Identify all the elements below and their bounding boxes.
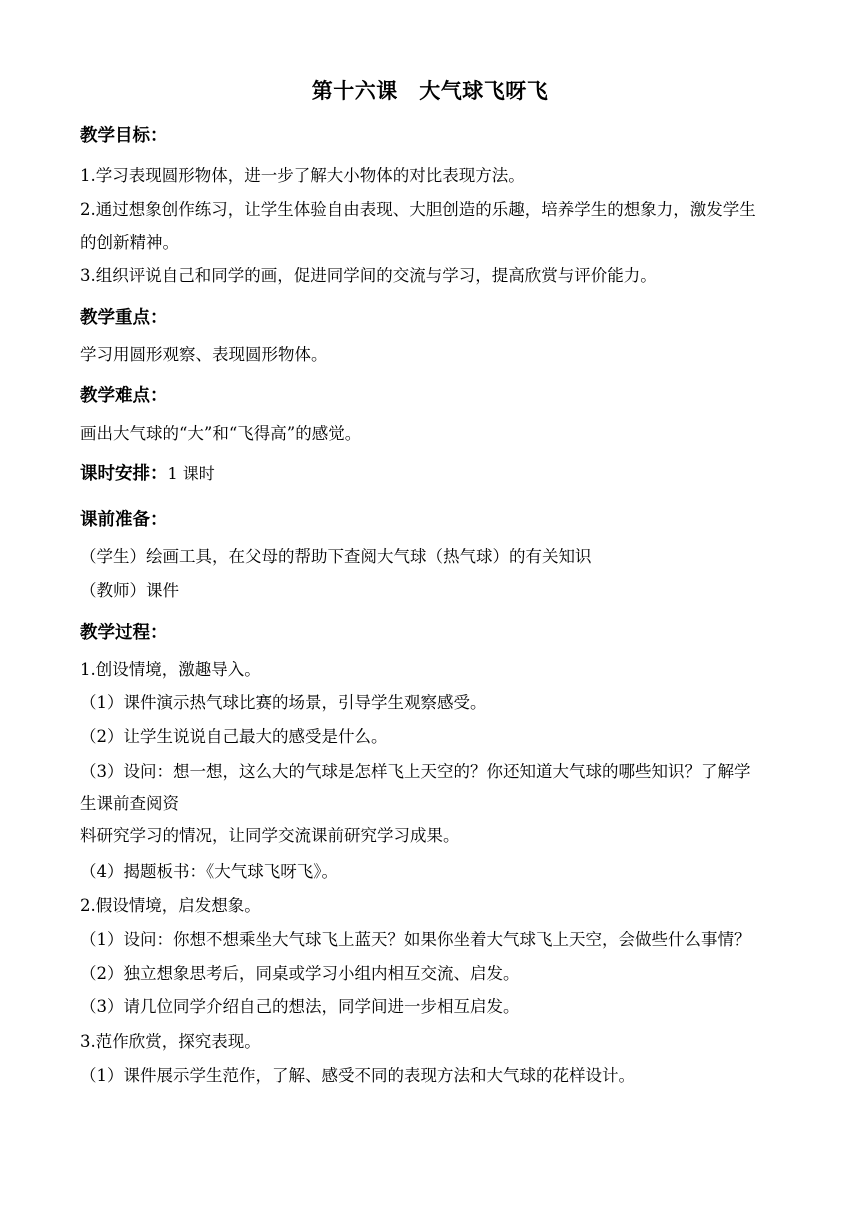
difficulties-heading: 教学难点： — [80, 386, 168, 406]
lesson-title: 第十六课 大气球飞呀飞 — [311, 79, 549, 103]
process-line: 1.创设情境，激趣导入。 — [80, 660, 261, 679]
key-points-heading: 教学重点： — [80, 308, 168, 328]
process-line: （1）设问：你想不想乘坐大气球飞上蓝天？如果你坐着大气球飞上天空，会做些什么事情？ — [80, 930, 751, 949]
process-line: （4）揭题板书：《大气球飞呀飞》。 — [80, 862, 338, 881]
key-points-text: 学习用圆形观察、表现圆形物体。 — [80, 345, 328, 364]
process-line: （2）独立想象思考后，同桌或学习小组内相互交流、启发。 — [80, 964, 520, 983]
objectives-heading: 教学目标： — [80, 126, 168, 146]
schedule-value: 1 课时 — [167, 464, 215, 483]
process-line: 生课前查阅资 — [80, 794, 179, 813]
process-line: （3）请几位同学介绍自己的想法，同学间进一步相互启发。 — [80, 997, 520, 1016]
schedule-heading: 课时安排： — [80, 464, 168, 484]
process-line: （2）让学生说说自己最大的感受是什么。 — [80, 727, 388, 746]
process-heading: 教学过程： — [80, 623, 168, 643]
process-line: （3）设问：想一想，这么大的气球是怎样飞上天空的？你还知道大气球的哪些知识？了解学 — [80, 762, 751, 781]
objective-item-1: 1.学习表现圆形物体，进一步了解大小物体的对比表现方法。 — [80, 166, 525, 185]
schedule-line — [80, 463, 215, 485]
preparation-item-student: （学生）绘画工具，在父母的帮助下查阅大气球（热气球）的有关知识 — [80, 547, 592, 566]
preparation-item-teacher: （教师）课件 — [80, 581, 179, 600]
process-line: 料研究学习的情况，让同学交流课前研究学习成果。 — [80, 826, 460, 845]
process-line: 3.范作欣赏，探究表现。 — [80, 1032, 261, 1051]
objective-item-2-cont: 的创新精神。 — [80, 233, 179, 252]
process-line: （1）课件演示热气球比赛的场景，引导学生观察感受。 — [80, 693, 487, 712]
objective-item-3: 3.组织评说自己和同学的画，促进同学间的交流与学习，提高欣赏与评价能力。 — [80, 266, 657, 285]
process-line: 2.假设情境，启发想象。 — [80, 896, 261, 915]
preparation-heading: 课前准备： — [80, 510, 168, 530]
process-line: （1）课件展示学生范作，了解、感受不同的表现方法和大气球的花样设计。 — [80, 1066, 635, 1085]
difficulties-text: 画出大气球的“大”和“飞得高”的感觉。 — [80, 424, 362, 443]
objective-item-2: 2.通过想象创作练习，让学生体验自由表现、大胆创造的乐趣，培养学生的想象力，激发学生 — [80, 200, 756, 219]
